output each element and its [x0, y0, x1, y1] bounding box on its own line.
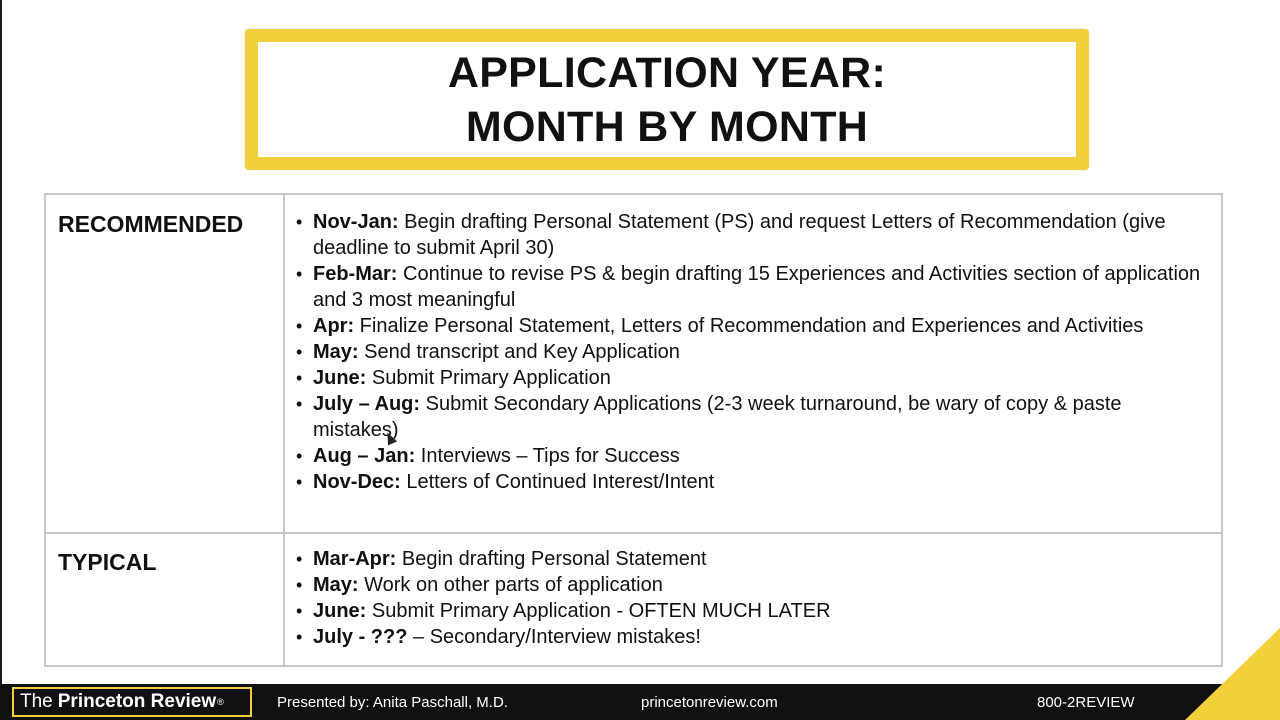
item-period: June:: [313, 600, 367, 622]
website-text: princetonreview.com: [641, 694, 778, 711]
item-period: Apr:: [313, 315, 355, 337]
item-text: Submit Primary Application: [366, 367, 611, 389]
list-item: [285, 443, 1201, 469]
left-edge-line: [0, 0, 2, 684]
item-period: May:: [313, 574, 359, 596]
bullet-icon: •: [296, 394, 303, 414]
princeton-review-logo: [12, 687, 252, 717]
list-item: [285, 546, 1201, 572]
list-item: [285, 391, 1201, 443]
title-line-2: MONTH BY MONTH: [465, 102, 869, 151]
item-text: – Secondary/Interview mistakes!: [407, 626, 701, 648]
item-period: July – Aug:: [313, 393, 421, 415]
item-text: Continue to revise PS & begin drafting 15 Experiences and Activities section of application and 3 most meaningful: [313, 263, 1201, 311]
list-item: [285, 313, 1201, 339]
logo-the-text: The: [20, 691, 53, 712]
bullet-icon: •: [296, 342, 303, 362]
list-item: [285, 339, 1201, 365]
typical-label: TYPICAL: [58, 549, 157, 575]
list-item: [285, 624, 1201, 650]
list-item: [285, 598, 1201, 624]
item-period: Feb-Mar:: [313, 263, 398, 285]
bullet-icon: •: [296, 316, 303, 336]
bullet-icon: •: [296, 368, 303, 388]
timeline-table: [44, 193, 1223, 667]
bullet-icon: •: [296, 472, 303, 492]
title-box: [245, 29, 1089, 170]
list-item: [285, 365, 1201, 391]
item-period: June:: [313, 367, 367, 389]
item-text: Send transcript and Key Application: [358, 341, 680, 363]
recommended-label-cell: [46, 195, 285, 532]
logo-name-text: Princeton Review: [57, 691, 217, 712]
bullet-icon: •: [296, 627, 303, 647]
bullet-icon: •: [296, 549, 303, 569]
item-period: Nov-Dec:: [313, 471, 401, 493]
recommended-label: RECOMMENDED: [58, 211, 244, 237]
item-period: July - ???: [313, 626, 408, 648]
list-item: [285, 209, 1201, 261]
typical-list: [285, 546, 1201, 650]
title-line-1: APPLICATION YEAR:: [447, 48, 887, 97]
list-item: [285, 261, 1201, 313]
bullet-icon: •: [296, 575, 303, 595]
recommended-row: [46, 195, 1221, 534]
list-item: [285, 572, 1201, 598]
typical-row: [46, 534, 1221, 665]
logo-registered-mark: ®: [217, 697, 224, 707]
item-text: Work on other parts of application: [358, 574, 663, 596]
typical-label-cell: [46, 534, 285, 665]
item-text: Letters of Continued Interest/Intent: [400, 471, 715, 493]
bullet-icon: •: [296, 446, 303, 466]
recommended-content-cell: [285, 195, 1221, 532]
typical-content-cell: [285, 534, 1221, 665]
recommended-list: [285, 209, 1201, 495]
item-period: Aug – Jan:: [313, 445, 416, 467]
item-text: Submit Primary Application - OFTEN MUCH LATER: [366, 600, 831, 622]
item-period: Mar-Apr:: [313, 548, 397, 570]
item-text: Begin drafting Personal Statement: [396, 548, 707, 570]
item-period: May:: [313, 341, 359, 363]
presenter-text: Presented by: Anita Paschall, M.D.: [277, 694, 508, 711]
item-text: Submit Secondary Applications (2-3 week turnaround, be wary of copy & paste mistakes): [313, 393, 1122, 441]
bullet-icon: •: [296, 601, 303, 621]
corner-accent-triangle: [1185, 628, 1280, 720]
bullet-icon: •: [296, 264, 303, 284]
item-period: Nov-Jan:: [313, 211, 399, 233]
item-text: Interviews – Tips for Success: [415, 445, 680, 467]
item-text: Begin drafting Personal Statement (PS) and request Letters of Recommendation (give deadline to submit April 30): [313, 211, 1166, 259]
list-item: [285, 469, 1201, 495]
bullet-icon: •: [296, 212, 303, 232]
item-text: Finalize Personal Statement, Letters of Recommendation and Experiences and Activities: [354, 315, 1144, 337]
phone-text: 800-2REVIEW: [1037, 694, 1135, 711]
footer-bar: [0, 684, 1280, 720]
